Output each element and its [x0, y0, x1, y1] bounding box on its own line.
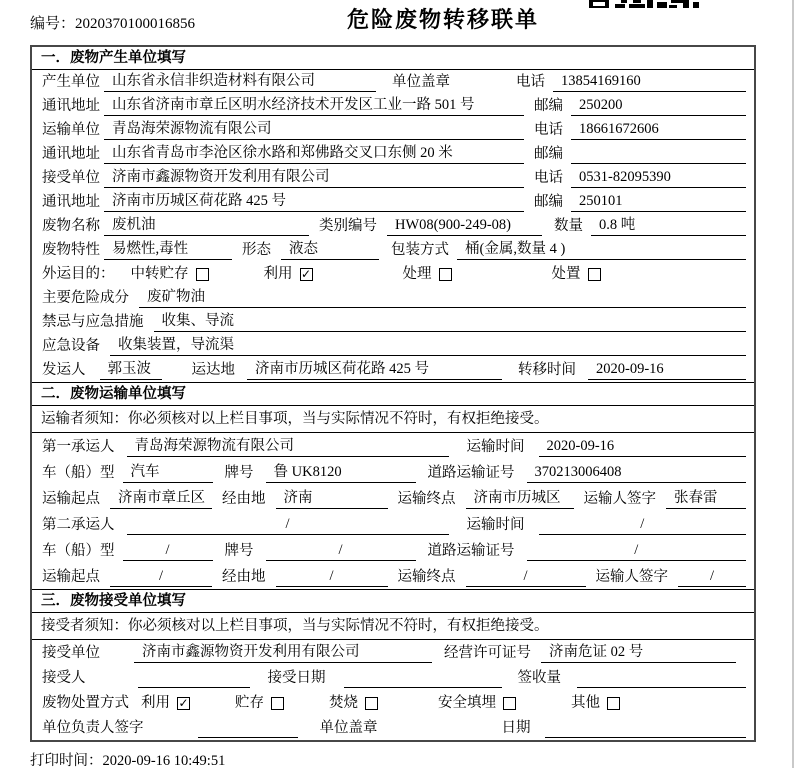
field-label: 经由地: [222, 569, 266, 585]
form-row: [32, 310, 754, 334]
field-value: /: [678, 567, 746, 587]
field-value: 济南市鑫源物资开发利用有限公司: [134, 643, 432, 663]
section-receiver: [32, 589, 754, 740]
field-value: 18661672606: [571, 120, 746, 140]
checkbox[interactable]: ✓: [300, 266, 312, 281]
checkbox-label: 处理: [402, 266, 432, 282]
form-row: [32, 640, 754, 665]
receiver-notice: 接受者须知：你必须核对以上栏目事项，当与实际情况不符时，有权拒绝接受。: [32, 613, 754, 640]
field-label: 牌号: [224, 465, 254, 481]
field-label: 类别编号: [319, 218, 377, 234]
field-label: 运输单位: [42, 122, 100, 138]
field-value: 鲁 UK8120: [266, 463, 416, 483]
field-label: 邮编: [534, 146, 563, 162]
field-value: 张春雷: [666, 489, 746, 509]
field-value: 易燃性,毒性: [104, 240, 232, 260]
field-label: 运输起点: [42, 569, 100, 585]
field-value: /: [110, 567, 212, 587]
field-label: 禁忌与应急措施: [42, 314, 144, 330]
form-row: [32, 334, 754, 358]
section-producer-rows: [32, 70, 754, 382]
form-row: [32, 563, 754, 589]
field-label: 运输时间: [466, 439, 525, 455]
field-value: HW08(900-249-08): [387, 216, 542, 236]
checkbox-field: [552, 265, 601, 283]
field-value: 济南市历城区: [466, 489, 574, 509]
section-receiver-title: 三．废物接受单位填写: [32, 590, 754, 613]
form-row: [32, 459, 754, 485]
checkbox-field: [329, 694, 378, 712]
page-header: [0, 0, 796, 45]
field-label: 牌号: [224, 543, 254, 559]
field-label: 数量: [554, 218, 583, 234]
field-value: 山东省青岛市李沧区徐水路和郑佛路交叉口东侧 20 米: [104, 144, 524, 164]
section-producer-title: 一．废物产生单位填写: [32, 47, 754, 70]
field-value: 山东省永信非织造材料有限公司: [104, 72, 376, 92]
checkbox-label: 利用: [263, 266, 293, 282]
field-label: 单位负责人签字: [42, 720, 144, 736]
field-label: 外运目的：: [42, 266, 115, 282]
checkbox-label: 其他: [571, 695, 600, 711]
field-value: 收集装置，导流渠: [110, 336, 746, 356]
field-value: 0531-82095390: [571, 168, 746, 188]
form-row: [32, 190, 754, 214]
field-value: [571, 144, 746, 164]
checkbox-field: [438, 694, 516, 712]
field-label: 日期: [501, 720, 531, 736]
checkbox[interactable]: [588, 268, 601, 281]
form-row: [32, 142, 754, 166]
checkbox-field: [264, 265, 313, 283]
print-time-value: 2020-09-16 10:49:51: [102, 753, 226, 769]
field-label: 废物名称: [42, 218, 100, 234]
field-value: 济南市鑫源物资开发利用有限公司: [104, 168, 524, 188]
field-label: 发运人: [42, 362, 86, 378]
field-label: 道路运输证号: [427, 465, 515, 481]
form-row: [32, 715, 754, 740]
checkbox[interactable]: ✓: [178, 695, 189, 710]
field-value: 青岛海荣源物流有限公司: [127, 437, 449, 457]
checkbox-label: 贮存: [235, 695, 264, 711]
field-value: 收集、导流: [154, 312, 747, 332]
field-value: 2020-09-16: [588, 360, 746, 380]
form-row: [32, 511, 754, 537]
field-label: 车（船）型: [42, 543, 115, 559]
section-transporter-title: 二．废物运输单位填写: [32, 383, 754, 406]
qr-code-fragment: [585, 0, 700, 9]
form-row: [32, 690, 754, 715]
field-label: 通讯地址: [42, 194, 100, 210]
checkbox-label: 安全填埋: [438, 695, 496, 711]
field-value: [577, 668, 746, 688]
field-label: 废物特性: [42, 242, 100, 258]
field-label: 电话: [516, 74, 545, 90]
checkbox-label: 处置: [551, 266, 581, 282]
field-label: 转移时间: [518, 362, 576, 378]
window-edge-line: [792, 0, 794, 768]
checkbox-field: [235, 694, 284, 712]
form-row: [32, 166, 754, 190]
form-row: [32, 537, 754, 563]
checkbox-label: 焚烧: [329, 695, 358, 711]
field-label: 电话: [534, 170, 563, 186]
form-row: [32, 485, 754, 511]
field-value: 废矿物油: [139, 288, 746, 308]
field-value: [138, 668, 250, 688]
checkbox-field: [131, 265, 209, 283]
field-value: /: [276, 567, 388, 587]
print-time-label: 打印时间：: [30, 753, 103, 769]
field-label: 邮编: [534, 98, 563, 114]
serial-value: 2020370100016856: [75, 16, 196, 32]
field-value: 13854169160: [553, 72, 746, 92]
field-value: 山东省济南市章丘区明水经济技术开发区工业一路 501 号: [104, 96, 524, 116]
field-value: /: [466, 567, 586, 587]
field-value: 250200: [571, 96, 746, 116]
transporter-notice: 运输者须知：你必须核对以上栏目事项，当与实际情况不符时，有权拒绝接受。: [32, 406, 754, 433]
checkbox-label: 利用: [141, 695, 170, 711]
field-value: 370213006408: [527, 463, 747, 483]
section-transporter: [32, 382, 754, 589]
form-row: [32, 665, 754, 690]
form-title: 危险废物转移联单: [346, 7, 540, 32]
form-row: [32, 70, 754, 94]
form-row: [32, 358, 754, 382]
field-value: 济南市历城区荷花路 425 号: [247, 360, 502, 380]
form-row: [32, 214, 754, 238]
field-value: 液态: [281, 240, 379, 260]
print-time: [30, 749, 225, 770]
field-label: 经营许可证号: [444, 645, 531, 661]
checkbox[interactable]: [503, 697, 516, 710]
field-label: 运输人签字: [595, 569, 668, 585]
field-label: 通讯地址: [42, 98, 100, 114]
section-transporter-rows: [32, 433, 754, 589]
field-label: 签收量: [517, 670, 561, 686]
checkbox-label: 中转贮存: [130, 266, 189, 282]
field-label: 主要危险成分: [42, 290, 129, 306]
checkbox-field: [403, 265, 452, 283]
field-label: 第一承运人: [42, 439, 115, 455]
field-value: 0.8 吨: [591, 216, 746, 236]
form-row: [32, 118, 754, 142]
field-value: [545, 718, 747, 738]
serial-number: [30, 12, 195, 33]
section-receiver-rows: [32, 640, 754, 740]
checkbox[interactable]: [439, 268, 452, 281]
form-row: [32, 94, 754, 118]
field-value: 250101: [571, 192, 746, 212]
field-label: 单位盖章: [319, 720, 378, 736]
field-label: 接受单位: [42, 170, 100, 186]
field-value: 2020-09-16: [539, 437, 747, 457]
field-value: 济南危证 02 号: [541, 643, 736, 663]
field-label: 运输终点: [397, 491, 456, 507]
form-row: [32, 262, 754, 286]
field-value: /: [539, 515, 747, 535]
field-value: 济南: [276, 489, 388, 509]
form-row: [32, 433, 754, 459]
checkbox[interactable]: [365, 697, 378, 710]
field-label: 接受人: [42, 670, 86, 686]
field-label: 产生单位: [42, 74, 100, 90]
field-label: 废物处置方式: [42, 695, 129, 711]
field-label: 第二承运人: [42, 517, 115, 533]
field-value: 济南市历城区荷花路 425 号: [104, 192, 524, 212]
transfer-form: [30, 45, 756, 742]
form-row: [32, 238, 754, 262]
field-value: 青岛海荣源物流有限公司: [104, 120, 524, 140]
field-value: /: [123, 541, 213, 561]
field-label: 运输人签字: [583, 491, 656, 507]
field-label: 单位盖章: [392, 74, 450, 90]
field-label: 车（船）型: [42, 465, 115, 481]
field-label: 包装方式: [391, 242, 449, 258]
checkbox[interactable]: [196, 268, 209, 281]
checkbox-field: [571, 694, 620, 712]
field-value: [344, 668, 502, 688]
checkbox[interactable]: [607, 697, 620, 710]
field-value: 桶(金属,数量 4 ): [457, 240, 746, 260]
field-value: 郭玉波: [100, 360, 162, 380]
field-label: 接受单位: [42, 645, 100, 661]
field-label: 形态: [242, 242, 271, 258]
field-label: 通讯地址: [42, 146, 100, 162]
field-label: 电话: [534, 122, 563, 138]
field-value: 济南市章丘区: [110, 489, 212, 509]
field-value: /: [127, 515, 449, 535]
field-label: 接受日期: [267, 670, 326, 686]
field-label: 道路运输证号: [427, 543, 515, 559]
section-producer: [32, 47, 754, 382]
field-value: 废机油: [104, 216, 309, 236]
checkbox-field: [141, 694, 190, 712]
field-value: /: [266, 541, 416, 561]
field-value: 汽车: [123, 463, 213, 483]
serial-label: 编号：: [30, 16, 76, 32]
field-label: 邮编: [534, 194, 563, 210]
field-label: 经由地: [222, 491, 266, 507]
field-label: 运输时间: [466, 517, 525, 533]
form-row: [32, 286, 754, 310]
checkbox[interactable]: [271, 697, 284, 710]
field-value: [198, 718, 298, 738]
field-label: 运输终点: [397, 569, 456, 585]
field-label: 应急设备: [42, 338, 100, 354]
field-label: 运达地: [191, 362, 235, 378]
field-value: /: [527, 541, 747, 561]
field-label: 运输起点: [42, 491, 100, 507]
